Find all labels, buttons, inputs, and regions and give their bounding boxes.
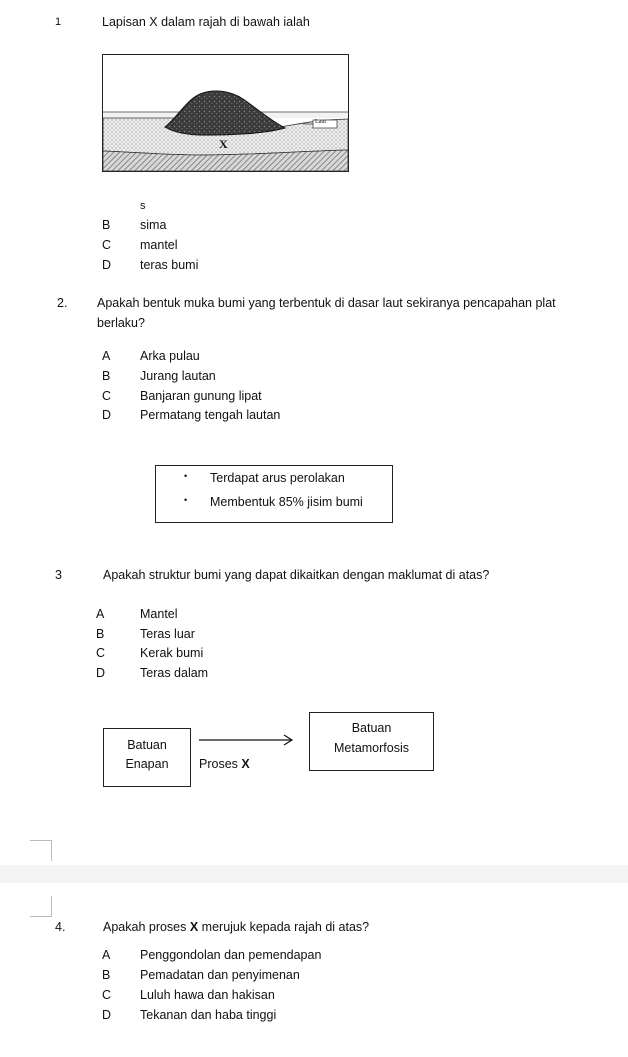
q2-option-c-text: Banjaran gunung lipat	[140, 389, 262, 403]
arrow-icon	[199, 733, 295, 747]
page-break	[0, 865, 628, 883]
q4-option-c-letter: C	[102, 988, 112, 1002]
q2-option-b-letter: B	[102, 369, 111, 383]
info-bullet-1: Terdapat arus perolakan	[210, 471, 345, 485]
q4-option-a-letter: A	[102, 948, 111, 962]
sedimentary-line2: Enapan	[125, 757, 169, 771]
q1-option-d-text: teras bumi	[140, 258, 199, 272]
bullet-icon: •	[184, 495, 188, 505]
q4-number: 4.	[55, 920, 66, 934]
q4-question	[103, 920, 369, 934]
q3-option-b-text: Teras luar	[140, 627, 195, 641]
bullet-icon: •	[184, 471, 188, 481]
q3-number: 3	[55, 568, 62, 582]
sedimentary-rock-box	[103, 728, 191, 787]
q4-question-x: X	[189, 920, 199, 934]
q1-question: Lapisan X dalam rajah di bawah ialah	[102, 15, 310, 29]
q2-number: 2.	[57, 296, 68, 310]
q4-question-suffix: merujuk kepada rajah di atas?	[198, 920, 370, 934]
q2-question-line1: Apakah bentuk muka bumi yang terbentuk di dasar laut sekiranya pencapahan plat	[97, 296, 556, 310]
q4-option-b-text: Pemadatan dan penyimenan	[140, 968, 300, 982]
q1-option-a-text: s	[140, 200, 146, 212]
sedimentary-line1: Batuan	[127, 738, 167, 752]
q4-option-d-text: Tekanan dan haba tinggi	[140, 1008, 277, 1022]
q3-option-a-text: Mantel	[140, 607, 178, 621]
metamorphic-rock-box	[309, 712, 434, 771]
info-box	[155, 465, 393, 523]
q2-option-d-letter: D	[102, 408, 112, 422]
info-bullet-2: Membentuk 85% jisim bumi	[210, 495, 363, 509]
layer-x-label: X	[219, 137, 228, 151]
q2-option-d-text: Permatang tengah lautan	[140, 408, 281, 422]
q4-question-prefix: Apakah proses	[103, 920, 190, 934]
q2-option-a-letter: A	[102, 349, 111, 363]
process-x-label	[199, 757, 250, 771]
q3-option-a-letter: A	[96, 607, 105, 621]
q1-option-c-letter: C	[102, 238, 112, 252]
q4-option-c-text: Luluh hawa dan hakisan	[140, 988, 275, 1002]
q2-option-c-letter: C	[102, 389, 112, 403]
metamorphic-line1: Batuan	[351, 721, 392, 735]
q3-option-d-letter: D	[96, 666, 106, 680]
q1-option-d-letter: D	[102, 258, 112, 272]
q1-number: 1	[55, 16, 62, 28]
q4-option-d-letter: D	[102, 1008, 112, 1022]
q3-option-b-letter: B	[96, 627, 105, 641]
q1-option-b-letter: B	[102, 218, 111, 232]
q4-option-b-letter: B	[102, 968, 111, 982]
q4-option-a-text: Penggondolan dan pemendapan	[140, 948, 322, 962]
q1-option-c-text: mantel	[140, 238, 178, 252]
q1-option-b-text: sima	[140, 218, 167, 232]
process-label-prefix: Proses	[199, 757, 242, 771]
q3-question: Apakah struktur bumi yang dapat dikaitkan dengan maklumat di atas?	[103, 568, 490, 582]
page-corner-mark	[30, 840, 52, 861]
q2-option-b-text: Jurang lautan	[140, 369, 216, 383]
q3-option-c-text: Kerak bumi	[140, 646, 204, 660]
sea-label: Laut	[315, 119, 326, 125]
q3-option-d-text: Teras dalam	[140, 666, 209, 680]
metamorphic-line2: Metamorfosis	[333, 741, 410, 755]
earth-cross-section	[103, 55, 348, 171]
process-label-x: X	[241, 757, 250, 771]
page-corner-mark	[30, 896, 52, 917]
q2-option-a-text: Arka pulau	[140, 349, 200, 363]
q3-option-c-letter: C	[96, 646, 106, 660]
q2-question-line2: berlaku?	[97, 316, 145, 330]
q1-diagram	[102, 54, 349, 172]
